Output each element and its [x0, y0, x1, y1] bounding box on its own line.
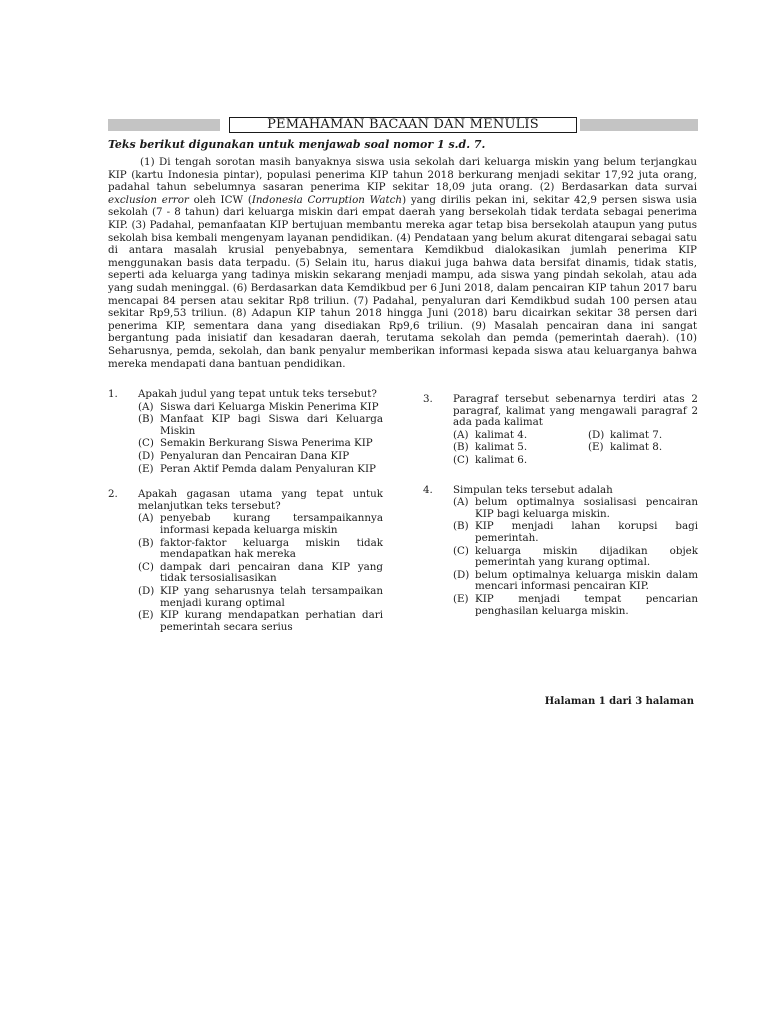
page-number: Halaman 1 dari 3 halaman — [544, 696, 694, 707]
option-b[interactable] — [138, 414, 383, 437]
option-text: KIP yang seharusnya telah tersampaikan menjadi kurang optimal — [160, 584, 383, 609]
option-letter: (D) — [588, 428, 605, 441]
section-title: PEMAHAMAN BACAAN DAN MENULIS — [229, 117, 577, 133]
option-text: belum optimalnya sosialisasi pencairan KIP bagi keluarga miskin. — [475, 496, 698, 520]
option-c[interactable] — [138, 438, 383, 450]
option-letter: (B) — [138, 536, 154, 549]
option-text: kalimat 7. — [610, 428, 663, 441]
option-b[interactable] — [453, 521, 698, 544]
question-number: 2. — [108, 488, 118, 501]
option-letter: (A) — [138, 512, 154, 525]
passage-emphasis-2: Indonesia Corruption Watch — [251, 193, 403, 206]
option-text: KIP kurang mendapatkan perhatian dari pemerintah secara serius — [160, 609, 383, 633]
option-letter: (E) — [588, 441, 604, 454]
question-2 — [108, 489, 383, 633]
option-text: Siswa dari Keluarga Miskin Penerima KIP — [160, 400, 379, 413]
option-text: kalimat 4. — [475, 428, 528, 441]
option-a[interactable] — [453, 430, 588, 442]
question-stem: Apakah judul yang tepat untuk teks tersebut? — [138, 388, 377, 400]
option-text: Penyaluran dan Pencairan Dana KIP — [160, 449, 350, 462]
passage-part-3: ) yang dirilis pekan ini, sekitar 42,9 persen siswa usia sekolah (7 - 8 tahun) dari keluarga miskin dari empat daerah yang bersekolah tidak terdata sebagai penerima KIP. (3) Padahal, pemanfaatan KIP bertujuan membantu mereka agar tetap bisa bersekolah ataupun yang putus sekolah bisa kembali mengenyam layanan pendidikan. (4) Pendataan yang belum akurat ditengarai sebagai satu di antara masalah krusial penyebabnya, sementara Kemdikbud dialokasikan jumlah penerima KIP menggunakan basis data terpadu. (5) Selain itu, harus diakui juga bahwa data bersifat dinamis, tidak statis, seperti ada keluarga yang tadinya miskin sekarang menjadi mampu, ada siswa yang pindah sekolah, atau ada yang sudah meninggal. (6) Berdasarkan data Kemdikbud per 6 Juni 2018, dalam pencairan KIP tahun 2017 baru mencapai 84 persen atau sekitar Rp8 triliun. (7) Padahal, penyaluran dari Kemdikbud sudah 100 persen atau sekitar Rp9,53 triliun. (8) Adapun KIP tahun 2018 hingga Juni (2018) baru dicairkan sekitar 38 persen dari penerima KIP, sementara dana yang disediakan Rp9,6 triliun. (9) Masalah pencairan dana ini sangat bergantung pada inisiatif dan kesadaran daerah, terutama sekolah dan pemda (pemerintah daerah). (10) Seharusnya, pemda, sekolah, dan bank penyalur memberikan informasi kepada siswa atau keluarganya bahwa mereka mendapati dana bantuan pendidikan. — [108, 193, 697, 370]
option-letter: (D) — [138, 449, 155, 462]
question-1 — [108, 389, 383, 475]
option-a[interactable] — [453, 497, 698, 520]
question-stem: Simpulan teks tersebut adalah — [453, 483, 613, 496]
question-number: 3. — [423, 393, 433, 405]
option-letter: (C) — [138, 437, 154, 450]
option-d[interactable] — [588, 430, 698, 442]
option-e[interactable] — [138, 464, 383, 476]
option-text: keluarga miskin dijadikan objek pemerintah yang kurang optimal. — [475, 544, 698, 569]
option-list — [453, 497, 698, 617]
passage-part-1: (1) Di tengah sorotan masih banyaknya siswa usia sekolah dari keluarga miskin yang belum terjangkau KIP (kartu Indonesia pintar), populasi penerima KIP tahun 2018 berkurang menjadi sekitar 17,92 juta orang, padahal tahun sebelumnya sasaran penerima KIP sekitar 18,09 juta orang. (2) Berdasarkan data survai — [108, 156, 697, 194]
option-text: belum optimalnya keluarga miskin dalam mencari informasi pencairan KIP. — [475, 568, 698, 593]
option-letter: (A) — [453, 428, 469, 441]
reading-passage — [108, 156, 697, 370]
question-number: 1. — [108, 388, 118, 400]
option-letter: (D) — [138, 584, 155, 597]
option-d[interactable] — [138, 451, 383, 463]
option-letter: (B) — [453, 520, 469, 533]
option-text: kalimat 5. — [475, 441, 528, 454]
option-text: kalimat 6. — [475, 453, 528, 466]
option-e[interactable] — [138, 610, 383, 633]
option-letter: (B) — [453, 441, 469, 454]
option-c[interactable] — [453, 455, 588, 467]
option-text: KIP menjadi lahan korupsi bagi pemerintah. — [475, 520, 698, 544]
option-d[interactable] — [453, 570, 698, 593]
questions-right-column — [423, 394, 698, 631]
option-d[interactable] — [138, 586, 383, 609]
option-letter: (E) — [138, 609, 154, 622]
option-c[interactable] — [138, 562, 383, 585]
option-letter: (A) — [138, 400, 154, 413]
option-c[interactable] — [453, 546, 698, 569]
option-letter: (B) — [138, 413, 154, 426]
option-a[interactable] — [138, 402, 383, 414]
question-number: 4. — [423, 483, 433, 496]
question-3 — [423, 394, 698, 467]
question-4 — [423, 485, 698, 618]
question-stem: Apakah gagasan utama yang tepat untuk melanjutkan teks tersebut? — [138, 488, 383, 512]
option-e[interactable] — [453, 594, 698, 617]
header-left-bar — [108, 119, 220, 131]
option-grid — [453, 430, 698, 467]
passage-part-2: oleh ICW ( — [188, 193, 252, 206]
instruction-text: Teks berikut digunakan untuk menjawab soal nomor 1 s.d. 7. — [108, 138, 486, 151]
option-text: Semakin Berkurang Siswa Penerima KIP — [160, 437, 373, 450]
option-letter: (C) — [453, 453, 469, 466]
option-list — [138, 402, 383, 476]
option-letter: (E) — [453, 592, 469, 605]
question-stem: Paragraf tersebut sebenarnya terdiri atas 2 paragraf, kalimat yang mengawali paragraf 2 ada pada kalimat — [453, 393, 698, 429]
option-b[interactable] — [138, 538, 383, 561]
option-text: KIP menjadi tempat pencarian penghasilan keluarga miskin. — [475, 592, 698, 617]
option-text: penyebab kurang tersampaikannya informasi kepada keluarga miskin — [160, 512, 383, 536]
option-text: Manfaat KIP bagi Siswa dari Keluarga Miskin — [160, 413, 383, 437]
option-e[interactable] — [588, 442, 698, 454]
option-letter: (E) — [138, 462, 154, 475]
option-a[interactable] — [138, 513, 383, 536]
questions-left-column — [108, 389, 383, 647]
option-letter: (C) — [138, 560, 154, 573]
option-letter: (A) — [453, 496, 469, 509]
header-right-bar — [580, 119, 698, 131]
option-letter: (C) — [453, 544, 469, 557]
option-letter: (D) — [453, 568, 470, 581]
passage-emphasis-1: exclusion error — [108, 193, 189, 206]
option-text: kalimat 8. — [610, 441, 663, 454]
option-b[interactable] — [453, 442, 588, 454]
option-text: dampak dari pencairan dana KIP yang tidak tersosialisasikan — [160, 560, 383, 585]
option-text: faktor-faktor keluarga miskin tidak mendapatkan hak mereka — [160, 536, 383, 561]
option-text: Peran Aktif Pemda dalam Penyaluran KIP — [160, 462, 376, 475]
option-list — [138, 513, 383, 633]
section-header — [108, 118, 698, 132]
